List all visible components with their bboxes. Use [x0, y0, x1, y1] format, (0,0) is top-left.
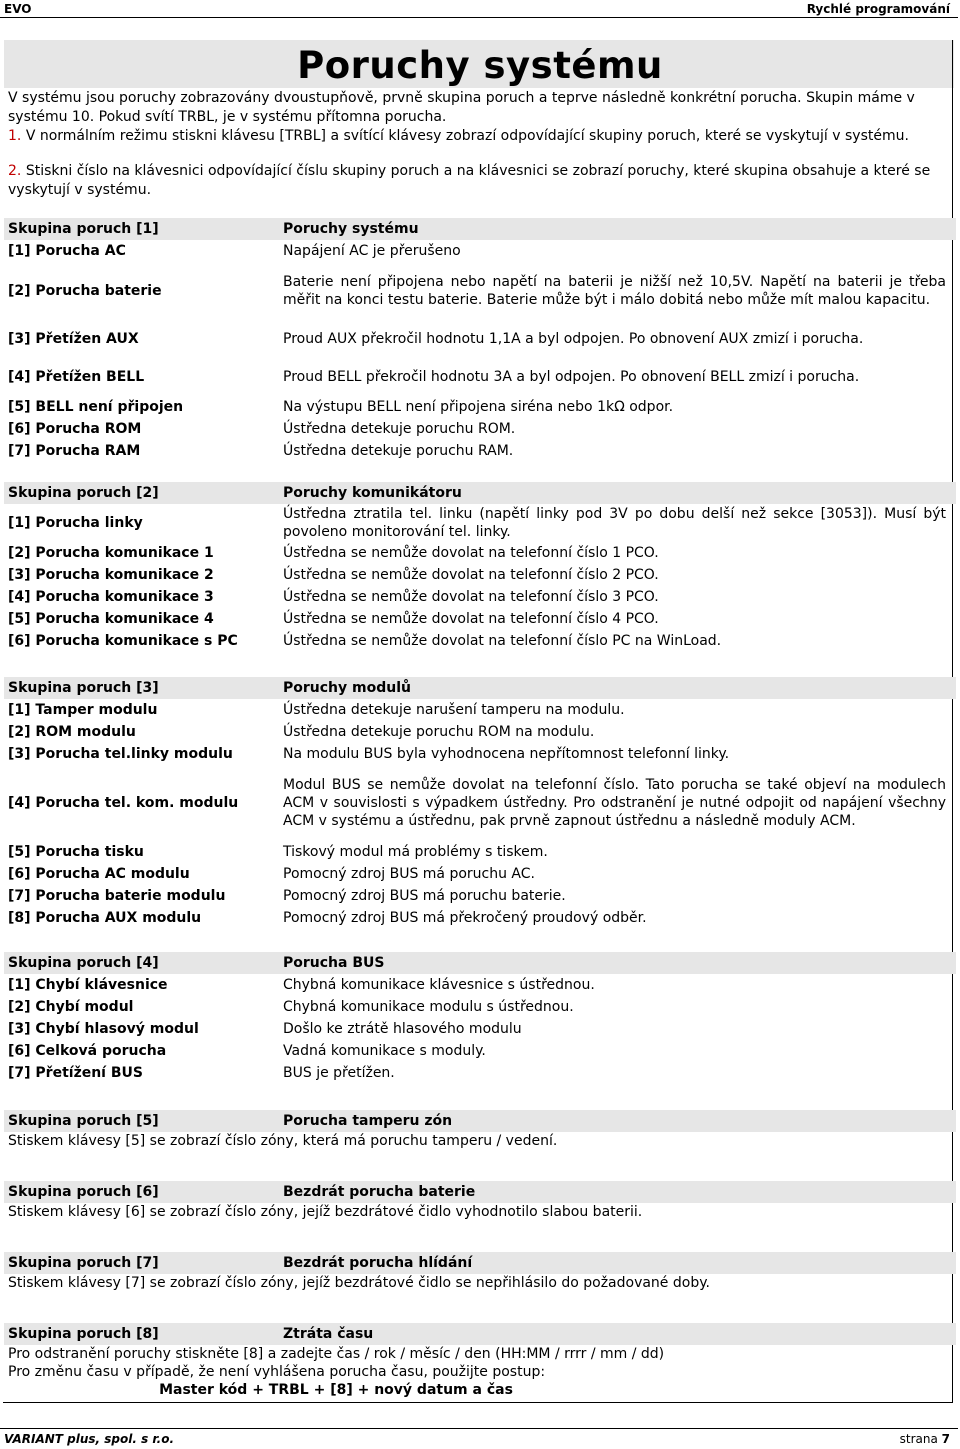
- group-8-description: Ztráta času: [283, 1326, 374, 1342]
- table-row: [3] Chybí hlasový modul Došlo ke ztrátě hlasového modulu: [8, 1021, 522, 1037]
- group-5-description: Porucha tamperu zón: [283, 1113, 453, 1129]
- header-rule: [0, 17, 958, 18]
- group-4-head: [4, 952, 956, 974]
- group-1-head: [4, 218, 956, 240]
- table-row: [1] Tamper modulu Ústředna detekuje narušení tamperu na modulu.: [8, 702, 625, 718]
- table-row: [6] Porucha AC modulu Pomocný zdroj BUS má poruchu AC.: [8, 866, 535, 882]
- table-row: [7] Porucha RAM Ústředna detekuje poruchu RAM.: [8, 443, 514, 459]
- table-row: [6] Porucha komunikace s PC Ústředna se nemůže dovolat na telefonní číslo PC na WinLoad.: [8, 633, 722, 649]
- header-section: Rychlé programování: [806, 2, 950, 16]
- group-6-text: Stiskem klávesy [6] se zobrazí číslo zóny, jejíž bezdrátové čidlo vyhodnotilo slabou baterii.: [8, 1204, 643, 1220]
- intro-lead: V systému jsou poruchy zobrazovány dvoustupňově, prvně skupina poruch a teprve následně konkrétní porucha. Skupin máme v systému 10. Pokud svítí TRBL, je v systému přítomna porucha.: [8, 90, 915, 125]
- group-5-head: [4, 1110, 956, 1132]
- table-row: [2] ROM modulu Ústředna detekuje poruchu ROM na modulu.: [8, 724, 595, 740]
- group-2-table: [4, 482, 956, 652]
- group-8-master-procedure: Master kód + TRBL + [8] + nový datum a čas: [159, 1382, 513, 1398]
- table-row: [1] Porucha AC Napájení AC je přerušeno: [8, 243, 461, 259]
- group-7-text: Stiskem klávesy [7] se zobrazí číslo zóny, jejíž bezdrátové čidlo se nepřihlásilo do požadované doby.: [8, 1275, 710, 1291]
- footer-rule: [0, 1428, 958, 1429]
- group-3-table: [4, 677, 956, 929]
- table-row: [1] Porucha linky Ústředna ztratila tel. linku (napětí linky pod 3V po dobu delší než sekce [3053]). Musí být povoleno monitorování tel. linky.: [8, 506, 946, 540]
- table-row: [3] Porucha tel.linky modulu Na modulu BUS byla vyhodnocena nepřítomnost telefonní linky.: [8, 746, 730, 762]
- group-8-block: [4, 1323, 956, 1399]
- table-row: [2] Porucha baterie Baterie není připojena nebo napětí na baterii je nižší než 10,5V. Napětí na baterii je třeba měřit na konci testu baterie. Baterie může být i málo dobitá nebo může mít malou kapacitu.: [8, 274, 946, 308]
- table-row: [1] Chybí klávesnice Chybná komunikace klávesnice s ústřednou.: [8, 977, 595, 993]
- table-row: [5] BELL není připojen Na výstupu BELL není připojena siréna nebo 1kΩ odpor.: [8, 399, 674, 415]
- group-7-description: Bezdrát porucha hlídání: [283, 1255, 473, 1271]
- group-7-head: [4, 1252, 956, 1274]
- table-row: [3] Přetížen AUX Proud AUX překročil hodnotu 1,1A a byl odpojen. Po obnovení AUX zmizí i porucha.: [8, 331, 864, 347]
- group-5-text: Stiskem klávesy [5] se zobrazí číslo zóny, která má poruchu tamperu / vedení.: [8, 1133, 558, 1149]
- table-row: [2] Porucha komunikace 1 Ústředna se nemůže dovolat na telefonní číslo 1 PCO.: [8, 545, 659, 561]
- group-3-title: Skupina poruch [3]: [8, 680, 159, 696]
- group-1-title: Skupina poruch [1]: [8, 221, 159, 237]
- intro-step-1: 1. V normálním režimu stiskni klávesu [TRBL] a svítící klávesy zobrazí odpovídající skupiny poruch, které se vyskytují v systému.: [8, 128, 909, 144]
- table-row: [4] Přetížen BELL Proud BELL překročil hodnotu 3A a byl odpojen. Po obnovení BELL zmizí i porucha.: [8, 369, 860, 385]
- group-7-block: [4, 1252, 956, 1296]
- header-brand: EVO: [4, 2, 32, 16]
- page-header: [0, 0, 960, 22]
- table-row: [2] Chybí modul Chybná komunikace modulu s ústřednou.: [8, 999, 574, 1015]
- group-5-block: [4, 1110, 956, 1154]
- group-4-title: Skupina poruch [4]: [8, 955, 159, 971]
- group-1-table: [4, 218, 956, 462]
- group-6-description: Bezdrát porucha baterie: [283, 1184, 476, 1200]
- group-2-description: Poruchy komunikátoru: [283, 485, 462, 501]
- table-row: [6] Porucha ROM Ústředna detekuje poruchu ROM.: [8, 421, 516, 437]
- table-row: [3] Porucha komunikace 2 Ústředna se nemůže dovolat na telefonní číslo 2 PCO.: [8, 567, 659, 583]
- group-6-block: [4, 1181, 956, 1225]
- table-row: [5] Porucha tisku Tiskový modul má problémy s tiskem.: [8, 844, 548, 860]
- group-3-head: [4, 677, 956, 699]
- group-3-description: Poruchy modulů: [283, 680, 411, 696]
- group-2-head: [4, 482, 956, 504]
- table-row: [7] Porucha baterie modulu Pomocný zdroj BUS má poruchu baterie.: [8, 888, 566, 904]
- page-title: Poruchy systému: [297, 44, 663, 87]
- group-4-table: [4, 952, 956, 1084]
- table-row: [4] Porucha tel. kom. modulu Modul BUS se nemůže dovolat na telefonní číslo. Tato porucha se také objeví na modulech ACM v souvislosti s výpadkem ústředny. Pro odstranění je nutné odpojit od napájení všechny ACM v systému a ústřednu, pak prvně zapnout ústřednu a následně moduly ACM.: [8, 777, 946, 829]
- group-6-title: Skupina poruch [6]: [8, 1184, 159, 1200]
- table-row: [4] Porucha komunikace 3 Ústředna se nemůže dovolat na telefonní číslo 3 PCO.: [8, 589, 659, 605]
- table-row: [7] Přetížení BUS BUS je přetížen.: [8, 1065, 395, 1081]
- intro-step-2: 2. Stiskni číslo na klávesnici odpovídající číslu skupiny poruch a na klávesnici se zobrazí poruchy, které skupina obsahuje a které se vyskytují v systému.: [8, 163, 931, 198]
- group-6-head: [4, 1181, 956, 1203]
- group-1-description: Poruchy systému: [283, 221, 419, 237]
- group-8-text-1: Pro odstranění poruchy stiskněte [8] a zadejte čas / rok / měsíc / den (HH:MM / rrrr / mm / dd): [8, 1346, 665, 1362]
- group-4-description: Porucha BUS: [283, 955, 385, 971]
- table-row: [6] Celková porucha Vadná komunikace s moduly.: [8, 1043, 486, 1059]
- group-5-title: Skupina poruch [5]: [8, 1113, 159, 1129]
- group-7-title: Skupina poruch [7]: [8, 1255, 159, 1271]
- page-number: 7: [941, 1432, 950, 1446]
- table-row: [8] Porucha AUX modulu Pomocný zdroj BUS má překročený proudový odběr.: [8, 910, 647, 926]
- footer-page: strana 7: [899, 1432, 950, 1446]
- group-8-text-2: Pro změnu času v případě, že není vyhlášena porucha času, použijte postup:: [8, 1364, 546, 1380]
- group-2-title: Skupina poruch [2]: [8, 485, 159, 501]
- table-row: [5] Porucha komunikace 4 Ústředna se nemůže dovolat na telefonní číslo 4 PCO.: [8, 611, 659, 627]
- footer-company: VARIANT plus, spol. s r.o.: [4, 1432, 174, 1446]
- group-8-title: Skupina poruch [8]: [8, 1326, 159, 1342]
- group-8-head: [4, 1323, 956, 1345]
